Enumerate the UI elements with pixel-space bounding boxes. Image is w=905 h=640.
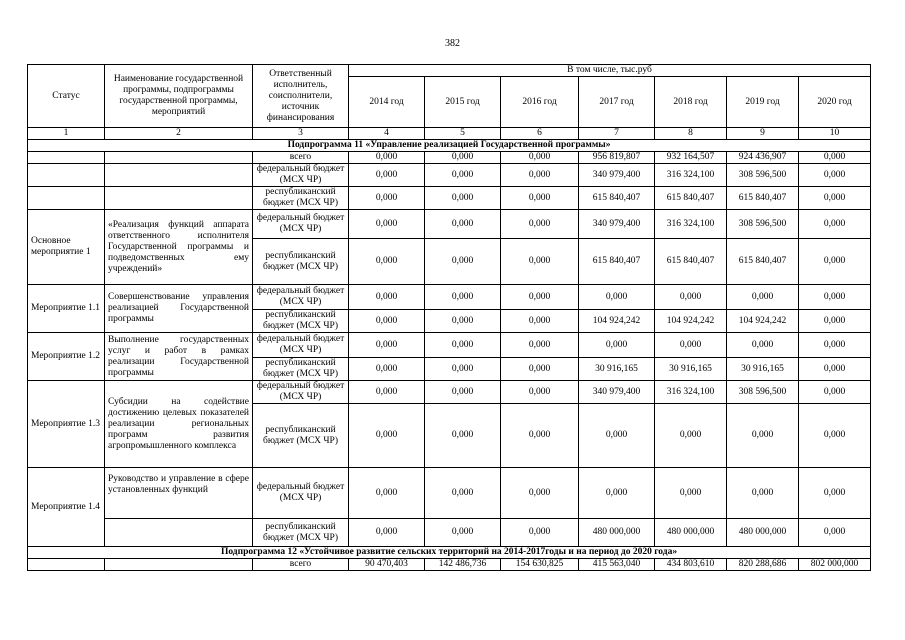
value-cell: 0,000 [579, 333, 655, 358]
value-cell: 0,000 [501, 381, 579, 404]
table-row [28, 164, 871, 187]
header-group: В том числе, тыс.руб [349, 65, 871, 77]
source-label: всего [253, 152, 349, 164]
value-cell: 0,000 [655, 333, 727, 358]
header-year: 2014 год [349, 77, 425, 128]
header-year: 2017 год [579, 77, 655, 128]
value-cell: 0,000 [727, 404, 799, 468]
value-cell: 0,000 [799, 239, 871, 285]
status-cell: Мероприятие 1.2 [28, 333, 105, 381]
value-cell: 802 000,000 [799, 559, 871, 571]
value-cell: 0,000 [501, 358, 579, 381]
value-cell: 0,000 [501, 310, 579, 333]
value-cell: 0,000 [727, 285, 799, 310]
value-cell: 316 324,100 [655, 164, 727, 187]
source-label: федеральный бюджет (МСХ ЧР) [253, 333, 349, 358]
table-row [28, 519, 871, 547]
header-year: 2019 год [727, 77, 799, 128]
source-label: всего [253, 559, 349, 571]
header-year: 2018 год [655, 77, 727, 128]
header-status: Статус [28, 65, 105, 128]
value-cell: 0,000 [425, 333, 501, 358]
source-label: республиканский бюджет (МСХ ЧР) [253, 187, 349, 210]
activity-name: Руководство и управление в сфере установленных функций [105, 468, 253, 519]
value-cell: 0,000 [799, 404, 871, 468]
value-cell: 0,000 [799, 285, 871, 310]
source-label: федеральный бюджет (МСХ ЧР) [253, 381, 349, 404]
value-cell: 434 803,610 [655, 559, 727, 571]
value-cell: 0,000 [501, 210, 579, 239]
header-row-top [28, 65, 871, 77]
col-number: 6 [501, 128, 579, 140]
value-cell: 820 288,686 [727, 559, 799, 571]
activity-name: «Реализация функций аппарата ответственного исполнителя Государственной программы и подведомственных ему учреждений» [105, 210, 253, 285]
value-cell: 0,000 [501, 333, 579, 358]
value-cell: 308 596,500 [727, 381, 799, 404]
budget-table [27, 64, 871, 571]
value-cell: 0,000 [501, 468, 579, 519]
value-cell: 0,000 [501, 285, 579, 310]
col-number: 9 [727, 128, 799, 140]
value-cell: 0,000 [579, 404, 655, 468]
col-number: 1 [28, 128, 105, 140]
value-cell: 104 924,242 [727, 310, 799, 333]
status-cell: Основное мероприятие 1 [28, 210, 105, 285]
activity-name: Выполнение государственных услуг и работ в рамках реализации Государственной программы [105, 333, 253, 381]
source-label: федеральный бюджет (МСХ ЧР) [253, 468, 349, 519]
value-cell: 615 840,407 [579, 239, 655, 285]
value-cell: 0,000 [799, 164, 871, 187]
value-cell: 0,000 [425, 519, 501, 547]
value-cell: 0,000 [579, 468, 655, 519]
table-row [28, 468, 871, 519]
value-cell: 0,000 [501, 239, 579, 285]
value-cell: 340 979,400 [579, 210, 655, 239]
value-cell: 0,000 [799, 519, 871, 547]
col-number: 10 [799, 128, 871, 140]
value-cell: 0,000 [501, 404, 579, 468]
activity-name: Субсидии на содействие достижению целевых показателей реализации региональных программ развития агропромышленного комплекса [105, 381, 253, 468]
header-executor: Ответственный исполнитель, соисполнители, источник финансирования [253, 65, 349, 128]
col-number: 7 [579, 128, 655, 140]
value-cell: 0,000 [799, 187, 871, 210]
source-label: республиканский бюджет (МСХ ЧР) [253, 519, 349, 547]
value-cell: 0,000 [349, 285, 425, 310]
value-cell: 0,000 [799, 333, 871, 358]
source-label: федеральный бюджет (МСХ ЧР) [253, 210, 349, 239]
value-cell: 316 324,100 [655, 381, 727, 404]
value-cell: 480 000,000 [655, 519, 727, 547]
value-cell: 0,000 [655, 468, 727, 519]
value-cell: 142 486,736 [425, 559, 501, 571]
value-cell: 415 563,040 [579, 559, 655, 571]
value-cell: 30 916,165 [655, 358, 727, 381]
value-cell: 0,000 [349, 468, 425, 519]
activity-name: Совершенствование управления реализацией Государственной программы [105, 285, 253, 333]
table-row [28, 333, 871, 358]
source-label: федеральный бюджет (МСХ ЧР) [253, 164, 349, 187]
status-cell: Мероприятие 1.3 [28, 381, 105, 468]
value-cell: 0,000 [425, 310, 501, 333]
value-cell: 615 840,407 [727, 187, 799, 210]
value-cell: 0,000 [349, 404, 425, 468]
value-cell: 90 470,403 [349, 559, 425, 571]
status-cell: Мероприятие 1.1 [28, 285, 105, 333]
value-cell: 0,000 [799, 210, 871, 239]
source-label: республиканский бюджет (МСХ ЧР) [253, 358, 349, 381]
value-cell: 0,000 [349, 210, 425, 239]
value-cell: 480 000,000 [727, 519, 799, 547]
table-row [28, 187, 871, 210]
value-cell: 0,000 [349, 239, 425, 285]
col-number: 8 [655, 128, 727, 140]
value-cell: 0,000 [501, 152, 579, 164]
value-cell: 0,000 [425, 381, 501, 404]
value-cell: 0,000 [501, 519, 579, 547]
value-cell: 30 916,165 [727, 358, 799, 381]
table-row [28, 559, 871, 571]
value-cell: 0,000 [655, 404, 727, 468]
value-cell: 0,000 [349, 333, 425, 358]
status-cell: Мероприятие 1.4 [28, 468, 105, 547]
source-label: федеральный бюджет (МСХ ЧР) [253, 285, 349, 310]
value-cell: 316 324,100 [655, 210, 727, 239]
value-cell: 104 924,242 [579, 310, 655, 333]
value-cell: 0,000 [425, 187, 501, 210]
value-cell: 0,000 [799, 468, 871, 519]
table-row [28, 210, 871, 239]
value-cell: 0,000 [425, 358, 501, 381]
header-year: 2016 год [501, 77, 579, 128]
value-cell: 0,000 [425, 239, 501, 285]
value-cell: 0,000 [349, 152, 425, 164]
value-cell: 340 979,400 [579, 164, 655, 187]
value-cell: 0,000 [425, 285, 501, 310]
page-number: 382 [445, 38, 460, 49]
value-cell: 480 000,000 [579, 519, 655, 547]
value-cell: 924 436,907 [727, 152, 799, 164]
value-cell: 0,000 [501, 187, 579, 210]
value-cell: 956 819,807 [579, 152, 655, 164]
value-cell: 0,000 [799, 381, 871, 404]
value-cell: 0,000 [727, 333, 799, 358]
value-cell: 30 916,165 [579, 358, 655, 381]
value-cell: 0,000 [349, 381, 425, 404]
source-label: республиканский бюджет (МСХ ЧР) [253, 310, 349, 333]
header-name: Наименование государственной программы, подпрограммы государственной программы, мероприятий [105, 65, 253, 128]
value-cell: 0,000 [799, 310, 871, 333]
value-cell: 0,000 [799, 152, 871, 164]
value-cell: 615 840,407 [727, 239, 799, 285]
value-cell: 0,000 [349, 164, 425, 187]
header-year: 2015 год [425, 77, 501, 128]
value-cell: 0,000 [349, 358, 425, 381]
col-number: 5 [425, 128, 501, 140]
value-cell: 0,000 [579, 285, 655, 310]
value-cell: 104 924,242 [655, 310, 727, 333]
value-cell: 0,000 [349, 187, 425, 210]
column-number-row [28, 128, 871, 140]
value-cell: 0,000 [727, 468, 799, 519]
subprogram-title: Подпрограмма 12 «Устойчивое развитие сельских территорий на 2014-2017годы и на период до 2020 года» [28, 547, 871, 559]
value-cell: 615 840,407 [579, 187, 655, 210]
value-cell: 0,000 [425, 164, 501, 187]
value-cell: 615 840,407 [655, 187, 727, 210]
subprogram-11-row [28, 140, 871, 152]
table-row [28, 285, 871, 310]
table-row [28, 381, 871, 404]
value-cell: 0,000 [501, 164, 579, 187]
value-cell: 932 164,507 [655, 152, 727, 164]
value-cell: 154 630,825 [501, 559, 579, 571]
value-cell: 0,000 [425, 210, 501, 239]
value-cell: 0,000 [655, 285, 727, 310]
value-cell: 0,000 [425, 152, 501, 164]
table-row [28, 152, 871, 164]
value-cell: 308 596,500 [727, 164, 799, 187]
col-number: 2 [105, 128, 253, 140]
value-cell: 0,000 [799, 358, 871, 381]
subprogram-12-row [28, 547, 871, 559]
value-cell: 340 979,400 [579, 381, 655, 404]
source-label: республиканский бюджет (МСХ ЧР) [253, 239, 349, 285]
value-cell: 0,000 [349, 310, 425, 333]
source-label: республиканский бюджет (МСХ ЧР) [253, 404, 349, 468]
header-year: 2020 год [799, 77, 871, 128]
value-cell: 615 840,407 [655, 239, 727, 285]
subprogram-title: Подпрограмма 11 «Управление реализацией Государственной программы» [28, 140, 871, 152]
col-number: 4 [349, 128, 425, 140]
col-number: 3 [253, 128, 349, 140]
value-cell: 0,000 [349, 519, 425, 547]
value-cell: 0,000 [425, 404, 501, 468]
value-cell: 0,000 [425, 468, 501, 519]
value-cell: 308 596,500 [727, 210, 799, 239]
